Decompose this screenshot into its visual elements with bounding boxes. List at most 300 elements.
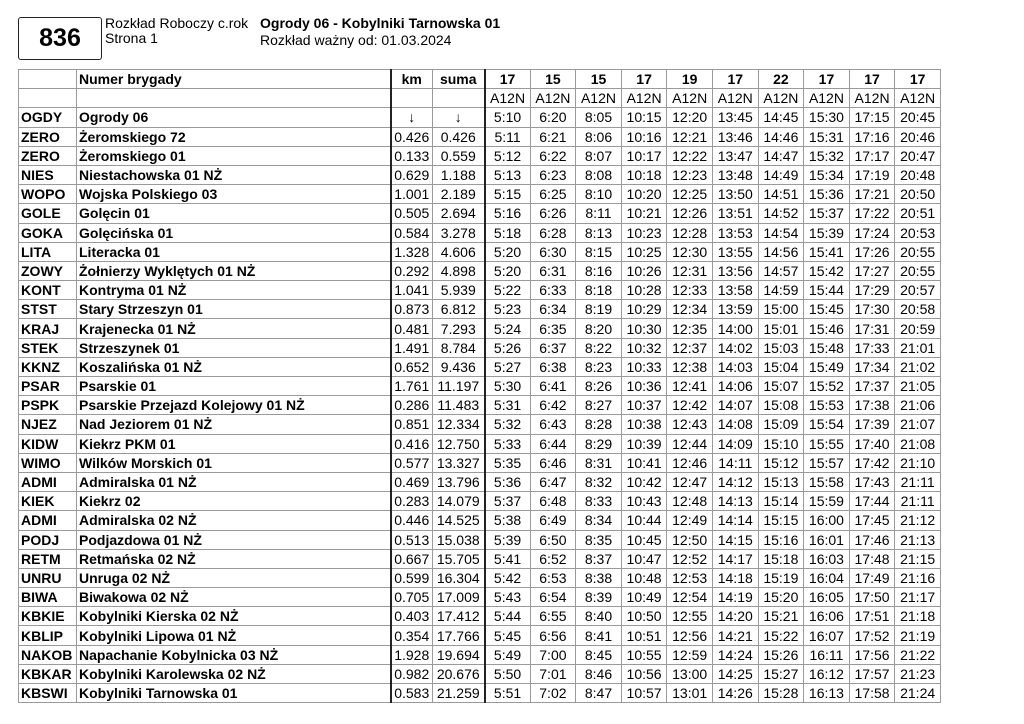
departure-time: 14:49 — [758, 165, 804, 184]
departure-time: 8:37 — [576, 549, 622, 568]
departure-time: 8:27 — [576, 396, 622, 415]
down-arrow-icon: ↓ — [454, 109, 462, 126]
vehicle-type: A12N — [667, 89, 713, 108]
departure-time: 12:23 — [667, 165, 713, 184]
departure-time: 6:38 — [530, 357, 576, 376]
departure-time: 17:30 — [849, 300, 895, 319]
departure-time: 17:19 — [849, 165, 895, 184]
departure-time: 15:09 — [758, 415, 804, 434]
departure-time: 13:01 — [667, 684, 713, 703]
stop-cumulative-km: 17.412 — [433, 607, 485, 626]
departure-time: 14:20 — [712, 607, 758, 626]
departure-time: 10:29 — [621, 300, 667, 319]
departure-time: 16:03 — [804, 549, 850, 568]
departure-time: 14:12 — [712, 472, 758, 491]
stop-code: KBSWI — [19, 684, 77, 703]
departure-time: 12:21 — [667, 127, 713, 146]
stop-row — [19, 434, 941, 453]
departure-time: 8:18 — [576, 281, 622, 300]
departure-time: 15:15 — [758, 511, 804, 530]
stop-code: OGDY — [19, 108, 77, 127]
departure-time: 15:28 — [758, 684, 804, 703]
departure-time: 6:20 — [530, 108, 576, 127]
departure-time: 15:59 — [804, 492, 850, 511]
departure-time: 21:19 — [895, 626, 941, 645]
stop-code: KBKAR — [19, 664, 77, 683]
departure-time: 5:26 — [485, 338, 531, 357]
departure-time: 10:38 — [621, 415, 667, 434]
stop-row — [19, 204, 941, 223]
stop-row — [19, 146, 941, 165]
departure-time: 17:15 — [849, 108, 895, 127]
departure-time: 5:22 — [485, 281, 531, 300]
departure-time: 17:21 — [849, 185, 895, 204]
departure-time: 21:18 — [895, 607, 941, 626]
stop-cumulative-km: 9.436 — [433, 357, 485, 376]
stop-row — [19, 338, 941, 357]
departure-time: 15:14 — [758, 492, 804, 511]
departure-time: 15:32 — [804, 146, 850, 165]
departure-time: 17:29 — [849, 281, 895, 300]
departure-time: 8:29 — [576, 434, 622, 453]
departure-time: 14:14 — [712, 511, 758, 530]
departure-time: 17:40 — [849, 434, 895, 453]
stop-name: Kobylniki Kierska 02 NŻ — [77, 607, 391, 626]
departure-time: 14:17 — [712, 549, 758, 568]
departure-time: 16:13 — [804, 684, 850, 703]
departure-time: 8:41 — [576, 626, 622, 645]
departure-time: 21:11 — [895, 492, 941, 511]
departure-time: 20:46 — [895, 127, 941, 146]
departure-time: 15:39 — [804, 223, 850, 242]
departure-time: 15:22 — [758, 626, 804, 645]
departure-time: 14:09 — [712, 434, 758, 453]
departure-time: 17:37 — [849, 377, 895, 396]
stop-cumulative-km: 17.766 — [433, 626, 485, 645]
departure-time: 6:48 — [530, 492, 576, 511]
departure-time: 12:26 — [667, 204, 713, 223]
stop-km: 1.491 — [391, 338, 433, 357]
departure-time: 14:46 — [758, 127, 804, 146]
departure-time: 6:22 — [530, 146, 576, 165]
stop-code: ADMI — [19, 472, 77, 491]
stop-name: Żeromskiego 01 — [77, 146, 391, 165]
stop-km: 0.469 — [391, 472, 433, 491]
departure-time: 14:56 — [758, 242, 804, 261]
stop-row — [19, 472, 941, 491]
departure-time: 10:23 — [621, 223, 667, 242]
departure-time: 21:01 — [895, 338, 941, 357]
departure-time: 14:47 — [758, 146, 804, 165]
stop-cumulative-km: 19.694 — [433, 645, 485, 664]
departure-time: 6:56 — [530, 626, 576, 645]
stop-row — [19, 684, 941, 703]
departure-time: 14:21 — [712, 626, 758, 645]
departure-time: 12:48 — [667, 492, 713, 511]
stop-km: 0.873 — [391, 300, 433, 319]
departure-time: 21:24 — [895, 684, 941, 703]
departure-time: 17:34 — [849, 357, 895, 376]
departure-time: 8:32 — [576, 472, 622, 491]
stop-km: 0.982 — [391, 664, 433, 683]
stop-cumulative-km: 14.079 — [433, 492, 485, 511]
stop-cumulative-km: 4.898 — [433, 261, 485, 280]
stop-code: KRAJ — [19, 319, 77, 338]
departure-time: 15:19 — [758, 568, 804, 587]
stop-name: Psarskie 01 — [77, 377, 391, 396]
departure-time: 13:50 — [712, 185, 758, 204]
departure-time: 8:20 — [576, 319, 622, 338]
stop-row — [19, 185, 941, 204]
stop-code: ZOWY — [19, 261, 77, 280]
departure-time: 14:06 — [712, 377, 758, 396]
stop-km: 1.928 — [391, 645, 433, 664]
stop-name: Literacka 01 — [77, 242, 391, 261]
stop-row — [19, 568, 941, 587]
departure-time: 8:16 — [576, 261, 622, 280]
stop-km: 0.133 — [391, 146, 433, 165]
stop-name: Golęcin 01 — [77, 204, 391, 223]
departure-time: 10:36 — [621, 377, 667, 396]
departure-time: 14:18 — [712, 568, 758, 587]
departure-time: 13:48 — [712, 165, 758, 184]
stop-cumulative-km: 6.812 — [433, 300, 485, 319]
departure-time: 10:32 — [621, 338, 667, 357]
departure-time: 5:27 — [485, 357, 531, 376]
empty-cell — [19, 89, 77, 108]
departure-time: 14:00 — [712, 319, 758, 338]
departure-time: 5:35 — [485, 453, 531, 472]
departure-time: 10:16 — [621, 127, 667, 146]
stop-code: ADMI — [19, 511, 77, 530]
departure-time: 8:22 — [576, 338, 622, 357]
departure-time: 10:21 — [621, 204, 667, 223]
departure-time: 15:01 — [758, 319, 804, 338]
stop-row — [19, 588, 941, 607]
departure-time: 14:54 — [758, 223, 804, 242]
departure-time: 6:52 — [530, 549, 576, 568]
stop-km: 0.705 — [391, 588, 433, 607]
stop-row — [19, 511, 941, 530]
stop-cumulative-km: 11.197 — [433, 377, 485, 396]
departure-time: 15:48 — [804, 338, 850, 357]
stop-row — [19, 645, 941, 664]
stop-name: Żeromskiego 72 — [77, 127, 391, 146]
departure-time: 15:36 — [804, 185, 850, 204]
stop-name: Psarskie Przejazd Kolejowy 01 NŻ — [77, 396, 391, 415]
departure-time: 8:34 — [576, 511, 622, 530]
departure-time: 6:25 — [530, 185, 576, 204]
departure-time: 12:59 — [667, 645, 713, 664]
stop-km: 1.001 — [391, 185, 433, 204]
departure-time: 10:33 — [621, 357, 667, 376]
stop-code: NJEZ — [19, 415, 77, 434]
departure-time: 6:34 — [530, 300, 576, 319]
brigade-number: 17 — [804, 70, 850, 89]
departure-time: 12:56 — [667, 626, 713, 645]
stop-km: 0.286 — [391, 396, 433, 415]
vehicle-type: A12N — [621, 89, 667, 108]
stop-code: ZERO — [19, 146, 77, 165]
stop-name: Koszalińska 01 NŻ — [77, 357, 391, 376]
stop-cumulative-km: 1.188 — [433, 165, 485, 184]
brigade-number: 17 — [895, 70, 941, 89]
departure-time: 5:38 — [485, 511, 531, 530]
stop-code: KBLIP — [19, 626, 77, 645]
stop-code: KIDW — [19, 434, 77, 453]
departure-time: 17:52 — [849, 626, 895, 645]
departure-time: 15:08 — [758, 396, 804, 415]
stop-row — [19, 165, 941, 184]
vehicle-type: A12N — [576, 89, 622, 108]
empty-cell — [391, 89, 433, 108]
stop-km: 0.481 — [391, 319, 433, 338]
departure-time: 17:22 — [849, 204, 895, 223]
departure-time: 5:12 — [485, 146, 531, 165]
departure-time: 17:46 — [849, 530, 895, 549]
stop-row — [19, 281, 941, 300]
vehicle-type: A12N — [758, 89, 804, 108]
departure-time: 12:54 — [667, 588, 713, 607]
departure-time: 5:43 — [485, 588, 531, 607]
departure-time: 15:37 — [804, 204, 850, 223]
brigade-number: 17 — [712, 70, 758, 89]
vehicle-type: A12N — [712, 89, 758, 108]
stop-km: 0.283 — [391, 492, 433, 511]
suma-start-cell — [433, 108, 485, 127]
header-brigade-label: Numer brygady — [77, 70, 391, 89]
departure-time: 21:10 — [895, 453, 941, 472]
stop-code: PSPK — [19, 396, 77, 415]
stop-cumulative-km: 21.259 — [433, 684, 485, 703]
departure-time: 12:22 — [667, 146, 713, 165]
page-number: Strona 1 — [105, 30, 158, 46]
departure-time: 21:23 — [895, 664, 941, 683]
departure-time: 15:58 — [804, 472, 850, 491]
stop-cumulative-km: 15.038 — [433, 530, 485, 549]
departure-time: 16:04 — [804, 568, 850, 587]
departure-time: 12:41 — [667, 377, 713, 396]
line-number: 836 — [39, 24, 81, 52]
stop-cumulative-km: 15.705 — [433, 549, 485, 568]
departure-time: 10:44 — [621, 511, 667, 530]
stop-name: Golęcińska 01 — [77, 223, 391, 242]
departure-time: 10:18 — [621, 165, 667, 184]
departure-time: 12:34 — [667, 300, 713, 319]
departure-time: 14:52 — [758, 204, 804, 223]
departure-time: 10:56 — [621, 664, 667, 683]
departure-time: 16:11 — [804, 645, 850, 664]
stop-row — [19, 607, 941, 626]
departure-time: 10:43 — [621, 492, 667, 511]
departure-time: 12:50 — [667, 530, 713, 549]
departure-time: 21:16 — [895, 568, 941, 587]
departure-time: 10:39 — [621, 434, 667, 453]
departure-time: 5:51 — [485, 684, 531, 703]
departure-time: 10:20 — [621, 185, 667, 204]
departure-time: 10:25 — [621, 242, 667, 261]
departure-time: 8:39 — [576, 588, 622, 607]
departure-time: 10:51 — [621, 626, 667, 645]
stop-km: 1.328 — [391, 242, 433, 261]
stop-name: Kiekrz PKM 01 — [77, 434, 391, 453]
departure-time: 14:07 — [712, 396, 758, 415]
stop-row — [19, 396, 941, 415]
departure-time: 8:07 — [576, 146, 622, 165]
departure-time: 10:55 — [621, 645, 667, 664]
schedule-type: Rozkład Roboczy c.rok — [105, 15, 249, 31]
valid-from: Rozkład ważny od: 01.03.2024 — [260, 32, 452, 48]
departure-time: 12:33 — [667, 281, 713, 300]
departure-time: 8:10 — [576, 185, 622, 204]
stop-km: 0.629 — [391, 165, 433, 184]
departure-time: 14:02 — [712, 338, 758, 357]
departure-time: 15:45 — [804, 300, 850, 319]
stop-name: Stary Strzeszyn 01 — [77, 300, 391, 319]
departure-time: 10:45 — [621, 530, 667, 549]
departure-time: 5:31 — [485, 396, 531, 415]
departure-time: 12:47 — [667, 472, 713, 491]
line-number-box — [18, 17, 102, 60]
stop-cumulative-km: 2.694 — [433, 204, 485, 223]
stop-code: PODJ — [19, 530, 77, 549]
departure-time: 14:51 — [758, 185, 804, 204]
departure-time: 8:47 — [576, 684, 622, 703]
departure-time: 5:24 — [485, 319, 531, 338]
departure-time: 21:13 — [895, 530, 941, 549]
departure-time: 21:22 — [895, 645, 941, 664]
vehicle-type: A12N — [485, 89, 531, 108]
departure-time: 8:31 — [576, 453, 622, 472]
stop-km: 0.416 — [391, 434, 433, 453]
departure-time: 10:47 — [621, 549, 667, 568]
departure-time: 8:45 — [576, 645, 622, 664]
departure-time: 14:24 — [712, 645, 758, 664]
stop-cumulative-km: 14.525 — [433, 511, 485, 530]
stop-code: NAKOB — [19, 645, 77, 664]
departure-time: 6:23 — [530, 165, 576, 184]
departure-time: 21:17 — [895, 588, 941, 607]
stop-name: Podjazdowa 01 NŻ — [77, 530, 391, 549]
stop-name: Kobylniki Lipowa 01 NŻ — [77, 626, 391, 645]
departure-time: 15:53 — [804, 396, 850, 415]
departure-time: 5:20 — [485, 261, 531, 280]
departure-time: 17:42 — [849, 453, 895, 472]
departure-time: 13:47 — [712, 146, 758, 165]
departure-time: 5:23 — [485, 300, 531, 319]
brigade-number: 17 — [849, 70, 895, 89]
departure-time: 5:49 — [485, 645, 531, 664]
departure-time: 15:30 — [804, 108, 850, 127]
stop-km: 0.599 — [391, 568, 433, 587]
departure-time: 5:30 — [485, 377, 531, 396]
departure-time: 17:57 — [849, 664, 895, 683]
header-km: km — [391, 70, 433, 89]
stop-name: Krajenecka 01 NŻ — [77, 319, 391, 338]
departure-time: 17:48 — [849, 549, 895, 568]
departure-time: 10:42 — [621, 472, 667, 491]
stop-code: GOLE — [19, 204, 77, 223]
stop-row — [19, 300, 941, 319]
stop-code: WOPO — [19, 185, 77, 204]
stop-km: 1.761 — [391, 377, 433, 396]
departure-time: 14:11 — [712, 453, 758, 472]
departure-time: 16:06 — [804, 607, 850, 626]
departure-time: 15:13 — [758, 472, 804, 491]
stop-name: Niestachowska 01 NŻ — [77, 165, 391, 184]
departure-time: 15:42 — [804, 261, 850, 280]
departure-time: 12:35 — [667, 319, 713, 338]
departure-time: 15:12 — [758, 453, 804, 472]
departure-time: 5:42 — [485, 568, 531, 587]
stop-km: 0.403 — [391, 607, 433, 626]
brigade-number: 19 — [667, 70, 713, 89]
stop-cumulative-km: 13.796 — [433, 472, 485, 491]
departure-time: 17:51 — [849, 607, 895, 626]
stop-km: 0.577 — [391, 453, 433, 472]
stop-code: NIES — [19, 165, 77, 184]
stop-row — [19, 319, 941, 338]
vehicle-type: A12N — [849, 89, 895, 108]
departure-time: 21:12 — [895, 511, 941, 530]
stop-cumulative-km: 17.009 — [433, 588, 485, 607]
departure-time: 5:18 — [485, 223, 531, 242]
departure-time: 13:58 — [712, 281, 758, 300]
departure-time: 12:42 — [667, 396, 713, 415]
departure-time: 20:59 — [895, 319, 941, 338]
departure-time: 14:19 — [712, 588, 758, 607]
stop-code: KKNZ — [19, 357, 77, 376]
stop-km: 0.513 — [391, 530, 433, 549]
departure-time: 5:45 — [485, 626, 531, 645]
empty-cell — [77, 89, 391, 108]
departure-time: 12:55 — [667, 607, 713, 626]
vehicle-type: A12N — [804, 89, 850, 108]
departure-time: 10:48 — [621, 568, 667, 587]
departure-time: 13:46 — [712, 127, 758, 146]
departure-time: 17:26 — [849, 242, 895, 261]
departure-time: 10:49 — [621, 588, 667, 607]
departure-time: 12:44 — [667, 434, 713, 453]
header-suma: suma — [433, 70, 485, 89]
stop-cumulative-km: 0.559 — [433, 146, 485, 165]
stop-row — [19, 108, 941, 127]
departure-time: 5:11 — [485, 127, 531, 146]
departure-time: 5:20 — [485, 242, 531, 261]
stop-km: 0.584 — [391, 223, 433, 242]
departure-time: 17:39 — [849, 415, 895, 434]
departure-time: 10:57 — [621, 684, 667, 703]
departure-time: 8:06 — [576, 127, 622, 146]
departure-time: 20:58 — [895, 300, 941, 319]
stop-name: Ogrody 06 — [77, 108, 391, 127]
stop-row — [19, 127, 941, 146]
stop-cumulative-km: 7.293 — [433, 319, 485, 338]
departure-time: 8:26 — [576, 377, 622, 396]
stop-code: STEK — [19, 338, 77, 357]
departure-time: 5:41 — [485, 549, 531, 568]
departure-time: 13:59 — [712, 300, 758, 319]
departure-time: 20:53 — [895, 223, 941, 242]
stop-code: STST — [19, 300, 77, 319]
departure-time: 17:44 — [849, 492, 895, 511]
departure-time: 17:50 — [849, 588, 895, 607]
departure-time: 6:42 — [530, 396, 576, 415]
stop-cumulative-km: 8.784 — [433, 338, 485, 357]
departure-time: 10:15 — [621, 108, 667, 127]
brigade-number: 15 — [576, 70, 622, 89]
stop-name: Strzeszynek 01 — [77, 338, 391, 357]
